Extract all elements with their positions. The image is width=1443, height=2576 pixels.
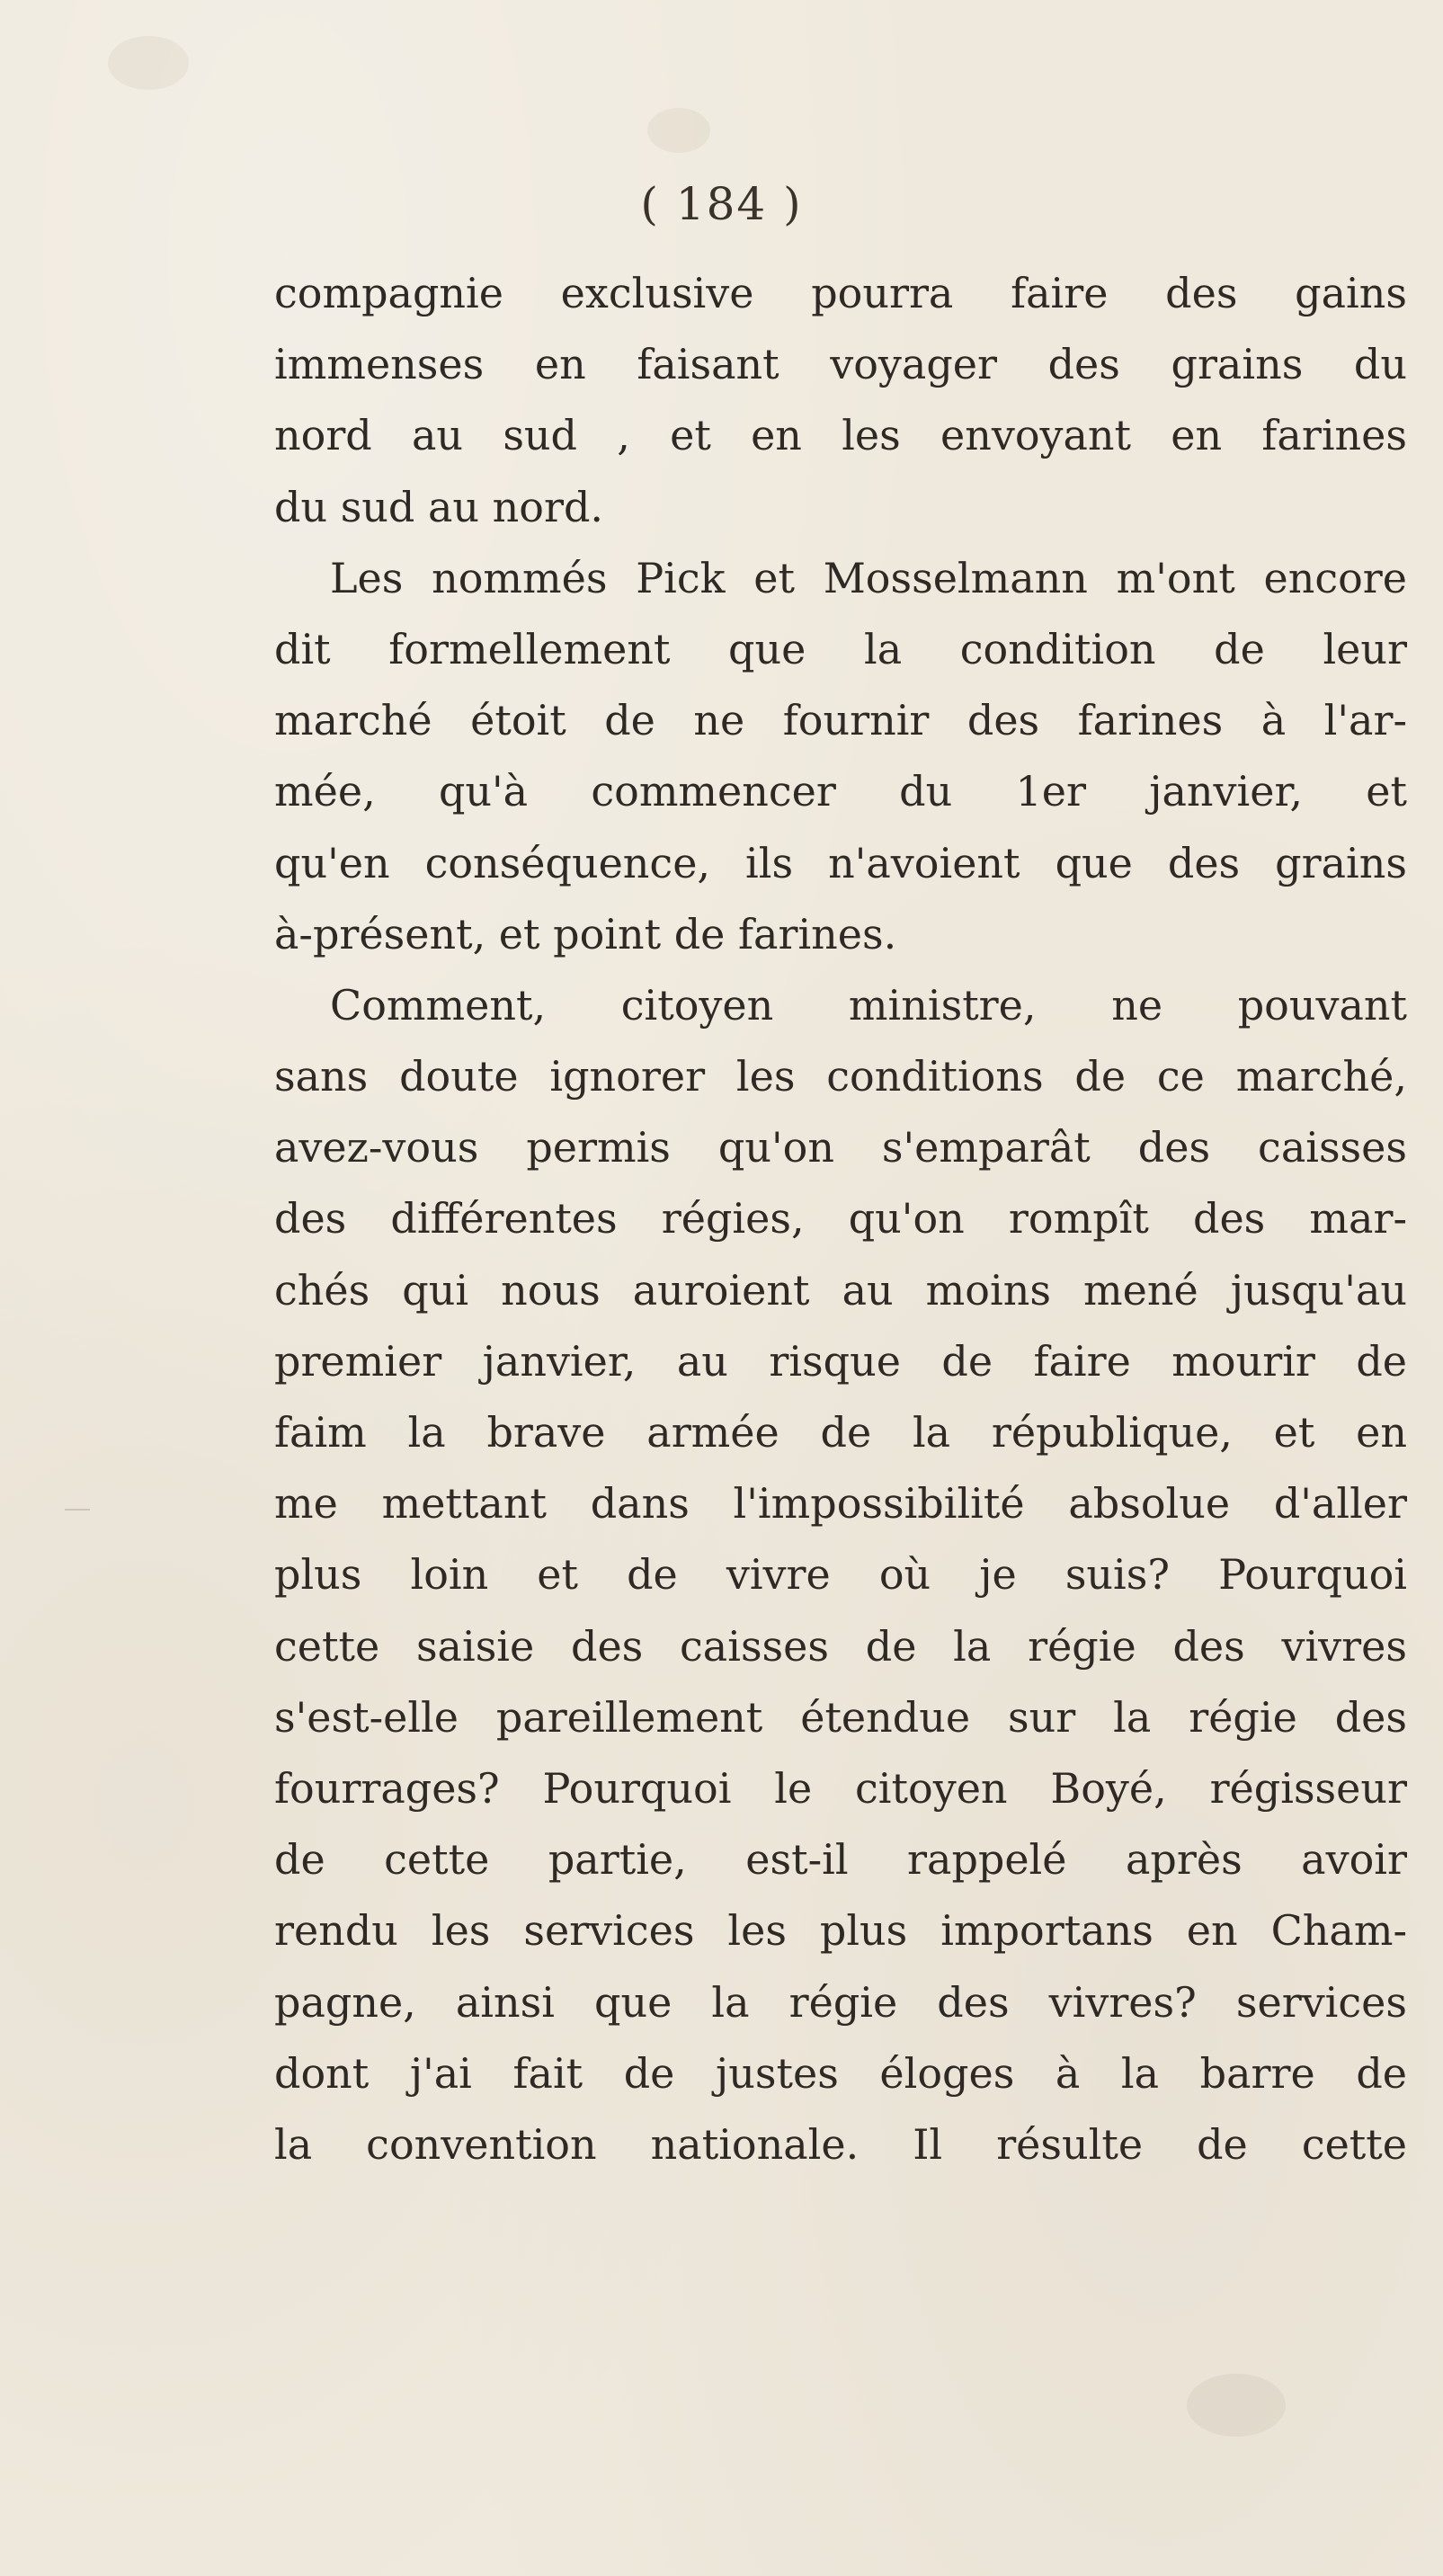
text-line: des différentes régies, qu'on rompît des mar- <box>274 1194 1407 1243</box>
text-line: sans doute ignorer les conditions de ce marché, <box>274 1052 1407 1101</box>
text-line: avez-vous permis qu'on s'emparât des caisses <box>274 1123 1407 1172</box>
text-line: immenses en faisant voyager des grains du <box>274 340 1407 389</box>
text-line: me mettant dans l'impossibilité absolue d'aller <box>274 1479 1407 1529</box>
text-line: compagnie exclusive pourra faire des gains <box>274 269 1407 317</box>
text-line: dont j'ai fait de justes éloges à la barre de <box>274 2048 1407 2098</box>
text-line: s'est-elle pareillement étendue sur la régie des <box>274 1692 1407 1742</box>
text-line: fourrages? Pourquoi le citoyen Boyé, régisseur <box>274 1763 1407 1813</box>
text-line: du sud au nord. <box>274 482 604 531</box>
text-line: faim la brave armée de la république, et en <box>274 1408 1407 1457</box>
text-line: de cette partie, est-il rappelé après avoir <box>274 1835 1407 1885</box>
text-line: cette saisie des caisses de la régie des vivres <box>274 1621 1407 1671</box>
text-line: marché étoit de ne fournir des farines à l'ar- <box>274 696 1407 745</box>
text-line: nord au sud , et en les envoyant en farines <box>274 411 1407 460</box>
text-line: Les nommés Pick et Mosselmann m'ont encore <box>330 553 1407 602</box>
paper-stain <box>647 108 710 153</box>
text-line: mée, qu'à commencer du 1er janvier, et <box>274 767 1407 816</box>
text-line: la convention nationale. Il résulte de cette <box>274 2119 1407 2169</box>
text-line: Comment, citoyen ministre, ne pouvant <box>330 980 1407 1030</box>
body-text <box>274 258 1407 2180</box>
text-line: chés qui nous auroient au moins mené jusqu'au <box>274 1265 1407 1315</box>
text-line: dit formellement que la condition de leur <box>274 624 1407 673</box>
text-line: à-présent, et point de farines. <box>274 909 897 958</box>
paper-stain <box>108 36 189 90</box>
paper-mark <box>65 1509 90 1511</box>
paper-stain <box>1187 2374 1286 2437</box>
text-line: qu'en conséquence, ils n'avoient que des grains <box>274 838 1407 887</box>
text-line: rendu les services les plus importans en Cham- <box>274 1906 1407 1956</box>
page-number: ( 184 ) <box>640 178 803 230</box>
text-line: plus loin et de vivre où je suis? Pourquoi <box>274 1550 1407 1600</box>
text-line: premier janvier, au risque de faire mourir de <box>274 1336 1407 1386</box>
text-line: pagne, ainsi que la régie des vivres? services <box>274 1977 1407 2027</box>
